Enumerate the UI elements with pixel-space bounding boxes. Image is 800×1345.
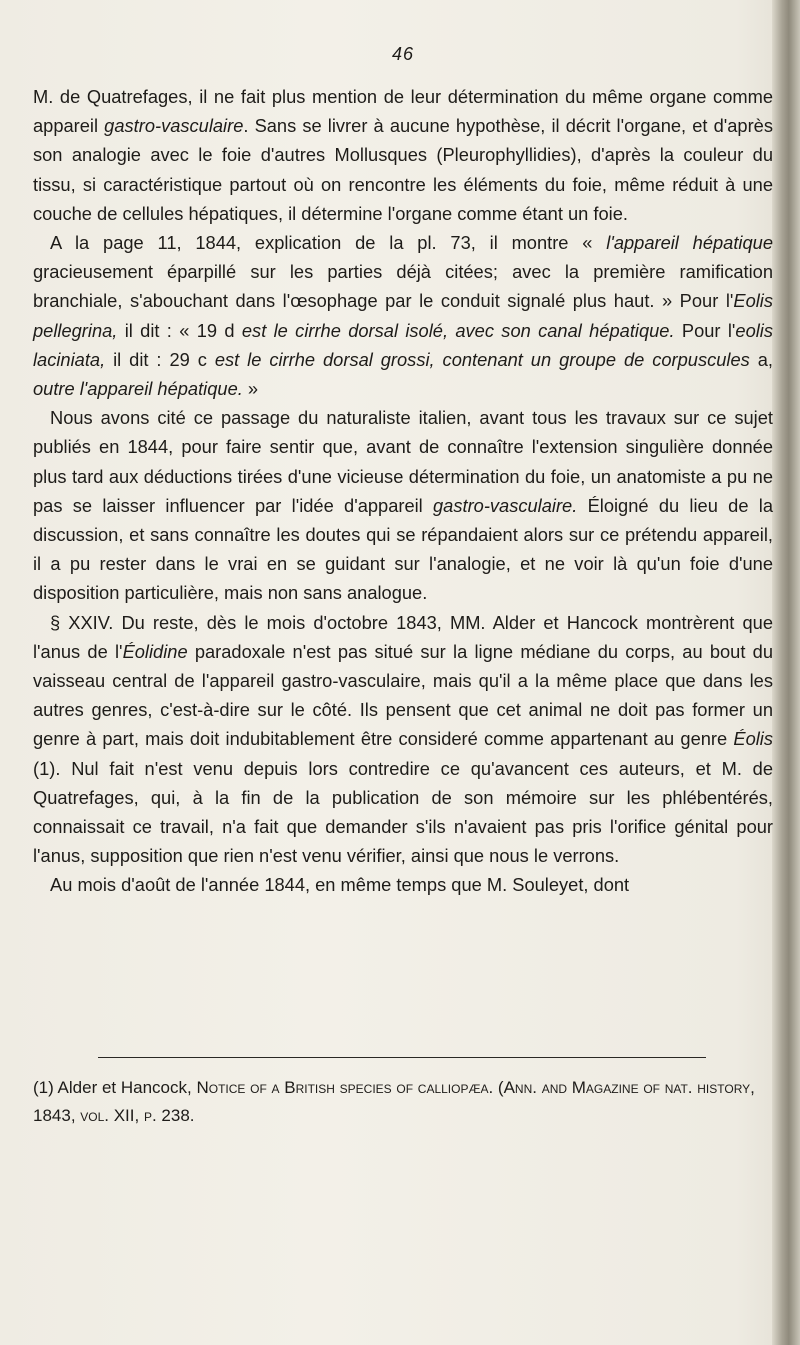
text-run: »	[242, 378, 259, 400]
italic-text: gastro-vasculaire.	[433, 494, 578, 516]
text-run: Nous avons cité ce passage du naturaliste italien, avant tous les travaux sur ce sujet publiés en 1844, pour faire sentir que, avant de connaître l'extension singulière donnée plus tard aux déductions tirées d'une vicieuse détermination du foie, un anatomiste a pu ne pas se laisser influencer par l'idée d'appareil	[33, 407, 773, 516]
paragraph	[33, 82, 773, 228]
text-run: Éloigné du lieu de la discussion, et sans connaître les doutes qui se répandaient alors sur ce prétendu appareil, il a pu rester dans le vrai en se guidant sur l'analogie, et ne voir là qu'un foie d'une disposition particulière, mais non sans analogue.	[33, 494, 773, 604]
text-run: a,	[749, 348, 773, 370]
text-run: M. de Quatrefages, il ne fait plus mention de leur détermination du même organe comme appareil	[33, 86, 773, 137]
text-run: . Sans se livrer à aucune hypothèse, il décrit l'organe, et d'après son analogie avec le foie d'autres Mollusques (Pleurophyllidies), d'après la couleur du tissu, si caractéristique partout où on rencontre les éléments du foie, même réduit à une couche de cellules hépatiques, il détermine l'organe comme étant un foie.	[33, 115, 773, 224]
italic-text: Éolidine	[122, 640, 188, 662]
small-caps-text: Notice of a British species of calliopæa. (Ann. and Magazine of nat. history, 1843, vol. XII, p. 238.	[33, 1078, 755, 1125]
text-run: (1). Nul fait n'est venu depuis lors contredire ce qu'avancent ces auteurs, et M. de Quatrefages, qui, à la fin de la publication de son mémoire sur les phlébentérés, connaissait ce travail, n'a fait que demander s'ils n'avaient pas pris l'orifice génital pour l'anus, supposition que rien n'est venu vérifier, ainsi que nous le verrons.	[33, 757, 773, 867]
page-number: 46	[392, 44, 415, 64]
body-text	[33, 82, 773, 900]
paragraph	[33, 228, 773, 403]
text-run: il dit : « 19 d	[117, 319, 242, 341]
italic-text: est le cirrhe dorsal isolé, avec son canal hépatique.	[241, 319, 675, 341]
paragraph	[33, 608, 773, 871]
text-run: Pour l'	[674, 319, 736, 341]
text-run: (1) Alder et Hancock,	[33, 1078, 197, 1097]
footnote-divider	[98, 1057, 706, 1058]
italic-text: gastro-vasculaire	[104, 115, 244, 137]
text-run: § XXIV. Du reste, dès le mois d'octobre 1843, MM. Alder et Hancock montrèrent que l'anus de l'	[33, 611, 773, 662]
italic-text: outre l'appareil hépatique.	[33, 378, 243, 400]
footnote	[33, 1074, 773, 1130]
text-run: A la page 11, 1844, explication de la pl. 73, il montre «	[50, 232, 607, 254]
page-edge-shadow	[772, 0, 800, 1345]
text-run: paradoxale n'est pas situé sur la ligne médiane du corps, au bout du vaisseau central de l'appareil gastro-vasculaire, mais qu'il a la même place que dans les autres genres, c'est-à-dire sur le côté. Ils pensent que cet animal ne doit pas former un genre à part, mais doit indubitablement être consideré comme appartenant au genre	[33, 640, 773, 750]
text-run: gracieusement éparpillé sur les parties déjà citées; avec la première ramification branchiale, s'abouchant dans l'œsophage par le conduit signalé plus haut. » Pour l'	[33, 261, 773, 312]
italic-text: est le cirrhe dorsal grossi, contenant un groupe de corpuscules	[214, 348, 750, 370]
italic-text: Eolis pellegrina,	[33, 290, 773, 341]
text-run: Au mois d'août de l'année 1844, en même temps que M. Souleyet, dont	[50, 874, 630, 896]
italic-text: eolis laciniata,	[33, 319, 774, 370]
paragraph	[33, 403, 773, 607]
italic-text: Éolis	[733, 728, 773, 750]
italic-text: l'appareil hépatique	[606, 232, 773, 254]
text-run: il dit : 29 c	[105, 348, 215, 370]
paragraph	[33, 870, 773, 899]
